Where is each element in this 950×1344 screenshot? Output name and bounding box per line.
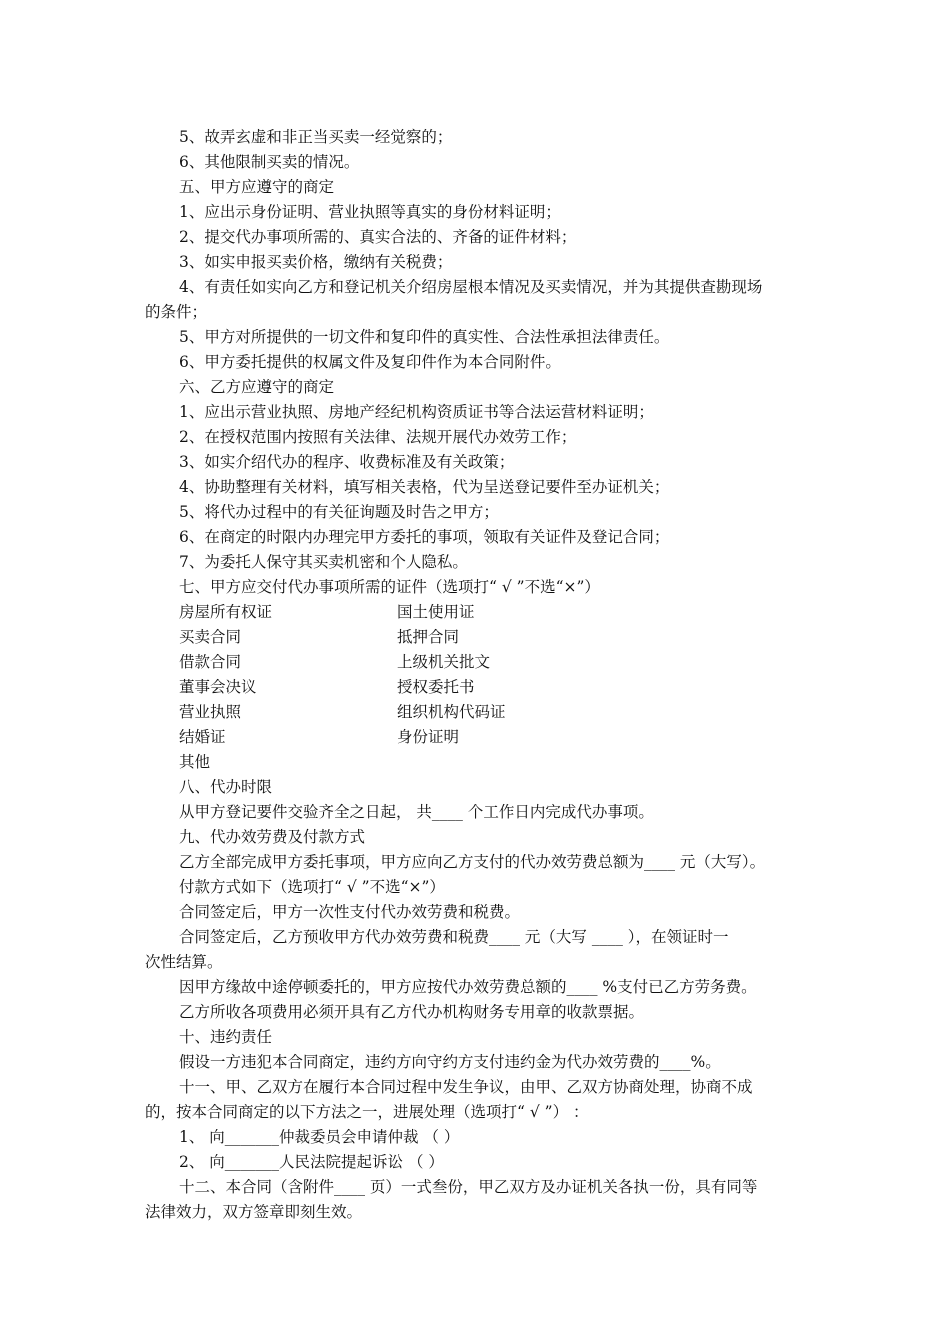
clause-line: 3、如实介绍代办的程序、收费标准及有关政策； (179, 453, 515, 471)
clause-line: 5、将代办过程中的有关征询题及时告之甲方； (179, 503, 499, 521)
certificate-item: 董事会决议 (179, 678, 257, 696)
clause-line: 乙方所收各项费用必须开具有乙方代办机构财务专用章的收款票据。 (179, 1003, 645, 1021)
certificate-item: 借款合同 (179, 653, 242, 671)
clause-line: 2、提交代办事项所需的、真实合法的、齐备的证件材料； (179, 228, 577, 246)
certificate-item: 房屋所有权证 (179, 603, 273, 621)
clause-line: 付款方式如下（选项打“ √ ”不选“×”） (179, 878, 445, 896)
certificate-item: 组织机构代码证 (397, 703, 506, 721)
clause-line: 十一、甲、乙双方在履行本合同过程中发生争议，由甲、乙双方协商处理，协商不成 (179, 1078, 753, 1096)
section-heading: 十、违约责任 (179, 1028, 273, 1046)
clause-line: 假设一方违犯本合同商定，违约方向守约方支付违约金为代办效劳费的____%。 (179, 1053, 721, 1071)
certificate-item: 国土使用证 (397, 603, 475, 621)
clause-line: 1、应出示营业执照、房地产经纪机构资质证书等合法运营材料证明； (179, 403, 654, 421)
section-heading: 七、甲方应交付代办事项所需的证件（选项打“ √ ”不选“×”） (179, 578, 600, 596)
section-heading: 五、甲方应遵守的商定 (179, 178, 335, 196)
clause-line: 合同签定后，乙方预收甲方代办效劳费和税费____ 元（大写 ____ ），在领证时一 (179, 928, 729, 946)
clause-line: 4、有责任如实向乙方和登记机关介绍房屋根本情况及买卖情况，并为其提供查勘现场 (179, 278, 763, 296)
clause-line: 6、甲方委托提供的权属文件及复印件作为本合同附件。 (179, 353, 561, 371)
option-line: 1、 向_______仲裁委员会申请仲裁 （ ） (179, 1128, 460, 1146)
clause-line: 1、应出示身份证明、营业执照等真实的身份材料证明； (179, 203, 561, 221)
option-line: 2、 向_______人民法院提起诉讼 （ ） (179, 1153, 444, 1171)
clause-line: 次性结算。 (145, 953, 223, 971)
certificate-item: 结婚证 (179, 728, 226, 746)
certificate-item: 买卖合同 (179, 628, 242, 646)
clause-line: 6、其他限制买卖的情况。 (179, 153, 360, 171)
clause-line: 5、甲方对所提供的一切文件和复印件的真实性、合法性承担法律责任。 (179, 328, 670, 346)
clause-line: 4、协助整理有关材料，填写相关表格，代为呈送登记要件至办证机关； (179, 478, 670, 496)
certificate-item: 抵押合同 (397, 628, 460, 646)
clause-line: 乙方全部完成甲方委托事项，甲方应向乙方支付的代办效劳费总额为____ 元（大写）。 (179, 853, 766, 871)
certificate-item: 授权委托书 (397, 678, 475, 696)
clause-line: 7、为委托人保守其买卖机密和个人隐私。 (179, 553, 468, 571)
certificate-item: 上级机关批文 (397, 653, 491, 671)
section-heading: 六、乙方应遵守的商定 (179, 378, 335, 396)
clause-line: 6、在商定的时限内办理完甲方委托的事项，领取有关证件及登记合同； (179, 528, 670, 546)
clause-line: 法律效力，双方签章即刻生效。 (145, 1203, 363, 1221)
clause-line: 合同签定后，甲方一次性支付代办效劳费和税费。 (179, 903, 521, 921)
clause-line: 的条件； (145, 303, 208, 321)
clause-line: 的，按本合同商定的以下方法之一，进展处理（选项打“ √ ”） ： (145, 1103, 589, 1121)
clause-line: 2、在授权范围内按照有关法律、法规开展代办效劳工作； (179, 428, 577, 446)
clause-line: 因甲方缘故中途停顿委托的，甲方应按代办效劳费总额的____ %支付已乙方劳务费。 (179, 978, 757, 996)
clause-line: 5、故弄玄虚和非正当买卖一经觉察的； (179, 128, 453, 146)
certificate-item: 其他 (179, 753, 211, 771)
section-heading: 九、代办效劳费及付款方式 (179, 828, 366, 846)
certificate-item: 身份证明 (397, 728, 460, 746)
clause-line: 十二、本合同（含附件____ 页）一式叁份，甲乙双方及办证机关各执一份，具有同等 (179, 1178, 758, 1196)
section-heading: 八、代办时限 (179, 778, 273, 796)
certificate-item: 营业执照 (179, 703, 242, 721)
clause-line: 从甲方登记要件交验齐全之日起， 共____ 个工作日内完成代办事项。 (179, 803, 654, 821)
clause-line: 3、如实申报买卖价格，缴纳有关税费； (179, 253, 453, 271)
